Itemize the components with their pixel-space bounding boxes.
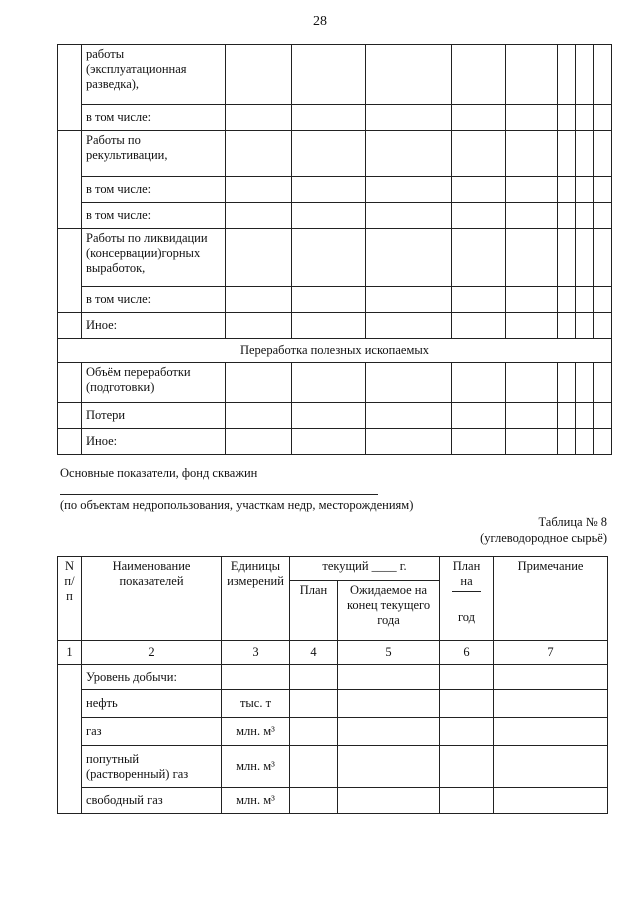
table-row xyxy=(58,177,612,203)
section-title: Переработка полезных ископаемых xyxy=(58,339,612,363)
table-row xyxy=(58,287,612,313)
table-row xyxy=(58,746,608,788)
table-note: (углеводородное сырьё) xyxy=(480,531,607,545)
row-label: нефть xyxy=(82,690,222,718)
row-label: в том числе: xyxy=(82,203,226,229)
page-number: 28 xyxy=(313,14,327,29)
continuation-table xyxy=(57,44,612,455)
table-row xyxy=(58,429,612,455)
table-row xyxy=(58,131,612,177)
unit-cell: тыс. т xyxy=(222,690,290,718)
unit-cell: млн. м³ xyxy=(222,788,290,814)
header-name: Наименование показателей xyxy=(82,557,222,641)
table-row xyxy=(58,718,608,746)
fill-line xyxy=(60,494,378,495)
table-row xyxy=(58,45,612,105)
plan-na-label: План на xyxy=(452,559,481,592)
header-note: Примечание xyxy=(494,557,608,641)
header-plan-year xyxy=(440,557,494,641)
header-plan: План xyxy=(290,581,338,641)
row-label: Потери xyxy=(82,403,226,429)
section-row xyxy=(58,339,612,363)
table-number: Таблица № 8 xyxy=(538,515,607,529)
header-num: N п/п xyxy=(58,557,82,641)
row-label: Объём переработки (подготовки) xyxy=(82,363,226,403)
table-row xyxy=(58,690,608,718)
table-row xyxy=(58,403,612,429)
god-label: год xyxy=(457,610,476,624)
objects-caption: (по объектам недропользования, участкам недр, месторождениям) xyxy=(60,498,414,512)
table-row xyxy=(58,788,608,814)
row-label: в том числе: xyxy=(82,177,226,203)
row-label: попутный (растворенный) газ xyxy=(82,746,222,788)
row-label: газ xyxy=(82,718,222,746)
row-label: в том числе: xyxy=(82,105,226,131)
unit-cell: млн. м³ xyxy=(222,746,290,788)
row-label: Иное: xyxy=(82,429,226,455)
table-row xyxy=(58,229,612,287)
table-row xyxy=(58,665,608,690)
table-row xyxy=(58,203,612,229)
unit-cell: млн. м³ xyxy=(222,718,290,746)
header-current: текущий ____ г. xyxy=(290,557,440,581)
row-label: Работы по ликвидации (консервации)горных выработок, xyxy=(82,229,226,287)
main-indicators-heading: Основные показатели, фонд скважин xyxy=(60,466,258,480)
indicators-table xyxy=(57,556,608,814)
row-label: Уровень добычи: xyxy=(82,665,222,690)
header-units: Единицы измерений xyxy=(222,557,290,641)
table-row xyxy=(58,313,612,339)
row-label: Работы по рекультивации, xyxy=(82,131,226,177)
table-row xyxy=(58,363,612,403)
table-row xyxy=(58,105,612,131)
row-label: Иное: xyxy=(82,313,226,339)
row-label: свободный газ xyxy=(82,788,222,814)
row-label: работы (эксплуатационная разведка), xyxy=(82,45,226,105)
header-expected: Ожидаемое на конец текущего года xyxy=(338,581,440,641)
column-numbers-row: 1 2 3 4 5 6 7 xyxy=(58,641,608,665)
row-label: в том числе: xyxy=(82,287,226,313)
